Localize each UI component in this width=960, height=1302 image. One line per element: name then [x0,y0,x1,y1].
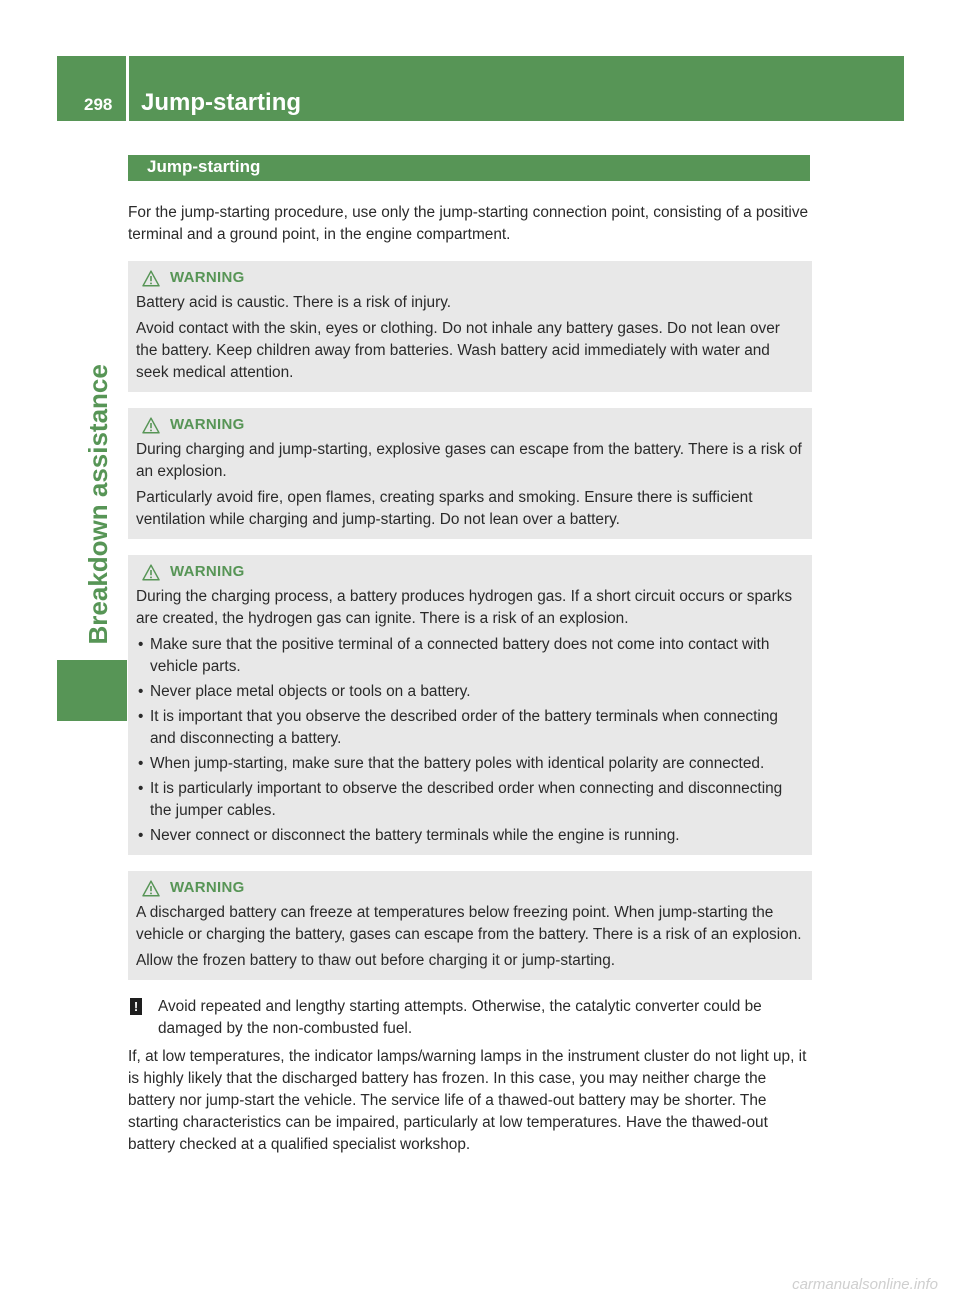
warning-label: WARNING [170,563,245,580]
side-tab-marker [57,660,127,721]
warning-label: WARNING [170,416,245,433]
header-title: Jump-starting [141,89,302,116]
list-item: • Never place metal objects or tools on a battery. [136,681,804,703]
section-title: Jump-starting [147,157,261,176]
warning-paragraph: Avoid contact with the skin, eyes or clothing. Do not inhale any battery gases. Do not lean over the battery. Keep children away from batteries. Wash battery acid immediately with water and seek medical attention. [136,320,780,381]
warning-triangle-icon [142,417,160,434]
list-item: • It is particularly important to observe the described order when connecting and disconnecting the jumper cables. [136,778,804,822]
page-content [128,202,812,1156]
warning-header [142,415,804,435]
warning-triangle-icon [142,564,160,581]
warning-paragraph: A discharged battery can freeze at temperatures below freezing point. When jump-starting the vehicle or charging the battery, gases can escape from the battery. There is a risk of an explosion. [136,904,802,943]
intro-paragraph: For the jump-starting procedure, use only the jump-starting connection point, consisting of a positive terminal and a ground point, in the engine compartment. [128,204,809,243]
header-divider [126,56,129,121]
exclamation-icon: ! [130,998,142,1015]
list-item: • Make sure that the positive terminal of a connected battery does not come into contact with vehicle parts. [136,634,804,678]
warning-bullet-list [136,634,804,847]
warning-box [128,261,812,392]
watermark: carmanualsonline.info [792,1276,938,1293]
warning-label: WARNING [170,269,245,286]
notice-text: Avoid repeated and lengthy starting attempts. Otherwise, the catalytic converter could be damaged by the non-combusted fuel. [158,998,762,1037]
notice-block [128,996,812,1040]
list-item: • It is important that you observe the described order of the battery terminals when connecting and disconnecting a battery. [136,706,804,750]
warning-paragraph: Particularly avoid fire, open flames, creating sparks and smoking. Ensure there is sufficient ventilation while charging and jump-starting. Do not lean over a battery. [136,489,753,528]
warning-paragraph: During charging and jump-starting, explosive gases can escape from the battery. There is a risk of an explosion. [136,441,802,480]
warning-paragraph: Allow the frozen battery to thaw out before charging it or jump-starting. [136,952,616,969]
closing-paragraph: If, at low temperatures, the indicator lamps/warning lamps in the instrument cluster do not light up, it is highly likely that the discharged battery has frozen. In this case, you may neither charge the battery nor jump-start the vehicle. The service life of a thawed-out battery may be shorter. The starting characteristics can be impaired, particularly at low temperatures. Have the thawed-out battery checked at a qualified specialist workshop. [128,1048,807,1153]
warning-header [142,268,804,288]
page-number: 298 [84,95,113,114]
list-item: • Never connect or disconnect the battery terminals while the engine is running. [136,825,804,847]
list-item: • When jump-starting, make sure that the battery poles with identical polarity are connected. [136,753,804,775]
warning-paragraph: During the charging process, a battery produces hydrogen gas. If a short circuit occurs or sparks are created, the hydrogen gas can ignite. There is a risk of an explosion. [136,588,793,627]
warning-triangle-icon [142,880,160,897]
warning-triangle-icon [142,270,160,287]
warning-header [142,878,804,898]
warning-box [128,408,812,539]
warning-box [128,555,812,855]
side-tab-label: Breakdown assistance [83,364,113,645]
warning-paragraph: Battery acid is caustic. There is a risk of injury. [136,294,452,311]
warning-label: WARNING [170,879,245,896]
warning-header [142,562,804,582]
warning-box [128,871,812,980]
